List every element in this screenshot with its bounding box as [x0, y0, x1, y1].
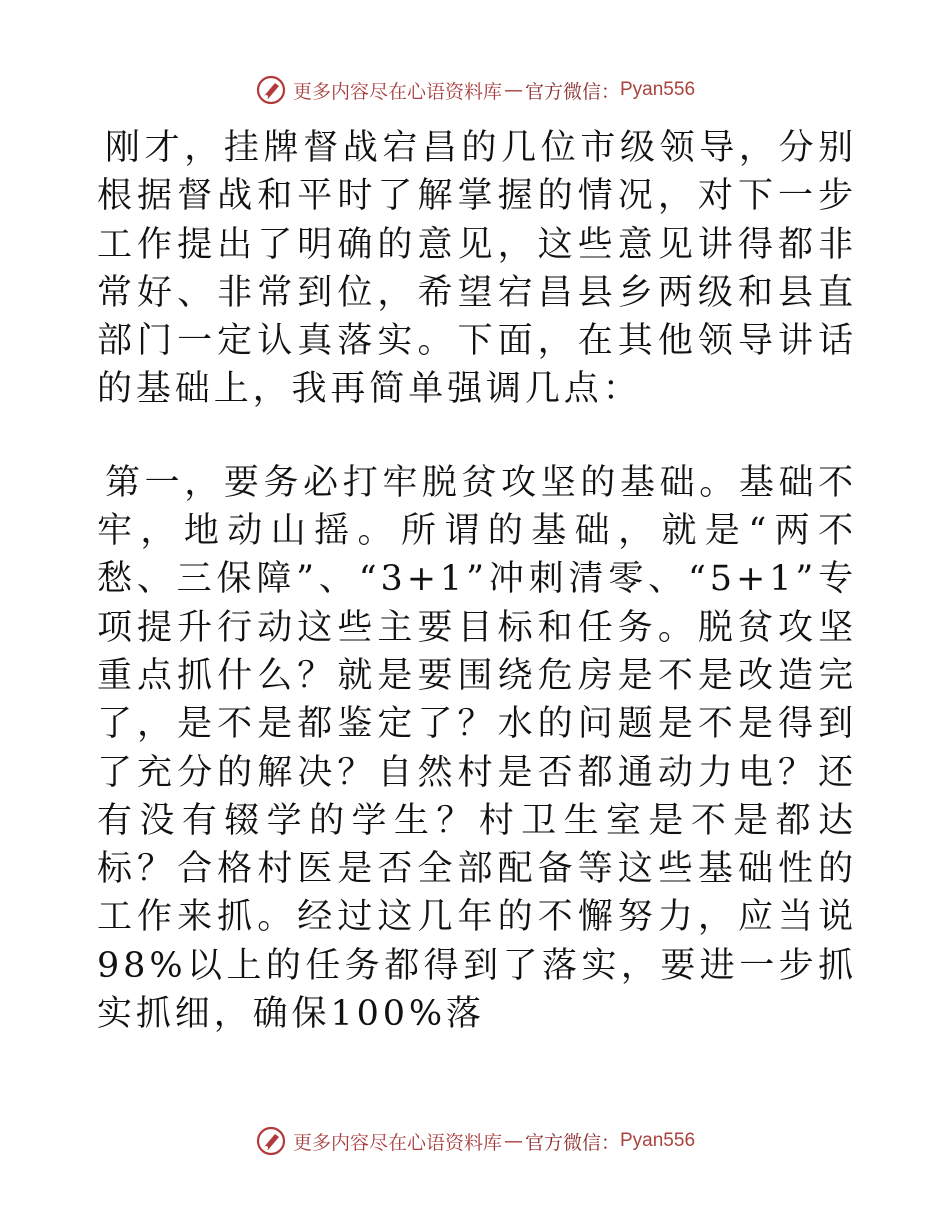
watermark-text: 更多内容尽在心语资料库 [292, 80, 502, 103]
header-watermark [0, 72, 950, 108]
watermark-separator: — [503, 79, 523, 101]
document-body [97, 124, 857, 1038]
watermark-text: 更多内容尽在心语资料库 [292, 1131, 502, 1154]
watermark-id: Pyan556 [620, 1130, 696, 1151]
watermark-separator: — [503, 1130, 523, 1152]
seal-pen-icon [255, 1125, 287, 1157]
paragraph-intro: 刚才，挂牌督战宕昌的几位市级领导，分别根据督战和平时了解掌握的情况，对下一步工作提出了明确的意见，这些意见讲得都非常好、非常到位，希望宕昌县乡两级和县直部门一定认真落实。下面，在其他领导讲话的基础上，我再简单强调几点： [97, 128, 857, 410]
footer-watermark [0, 1123, 950, 1159]
paragraph-first-point: 第一，要务必打牢脱贫攻坚的基础。基础不牢，地动山摇。所谓的基础，就是“两不愁、三保障”、“3+1”冲刺清零、“5+1”专项提升行动这些主要目标和任务。脱贫攻坚重点抓什么？就是要围绕危房是不是改造完了，是不是都鉴定了？水的问题是不是得到了充分的解决？自然村是否都通动力电？还有没有辍学的学生？村卫生室是不是都达标？合格村医是否全部配备等这些基础性的工作来抓。经过这几年的不懈努力，应当说98%以上的任务都得到了落实，要进一步抓实抓细，确保100%落 [97, 462, 857, 1035]
watermark-label: 官方微信： [524, 1131, 620, 1154]
watermark-label: 官方微信： [524, 80, 620, 103]
watermark-id: Pyan556 [620, 79, 696, 100]
seal-pen-icon [255, 74, 287, 106]
